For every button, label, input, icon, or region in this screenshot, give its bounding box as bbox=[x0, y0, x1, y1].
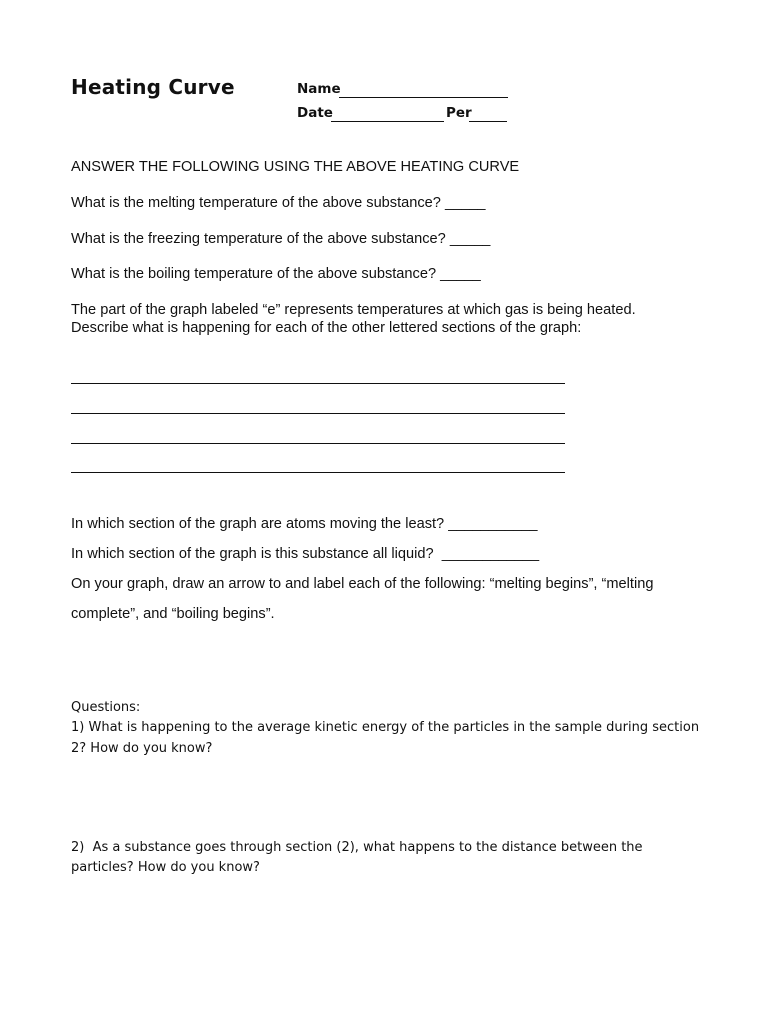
period-label: Per bbox=[446, 105, 472, 121]
question-boiling-temperature: What is the boiling temperature of the above substance? _____ bbox=[71, 266, 481, 282]
question-freezing-temperature: What is the freezing temperature of the above substance? _____ bbox=[71, 231, 491, 247]
question-1-line-1: 1) What is happening to the average kinetic energy of the particles in the sample during section bbox=[71, 720, 700, 735]
instruction-text: ANSWER THE FOLLOWING USING THE ABOVE HEATING CURVE bbox=[71, 159, 520, 175]
describe-prompt-line-2: Describe what is happening for each of the other lettered sections of the graph: bbox=[71, 320, 582, 336]
answer-line[interactable] bbox=[71, 472, 565, 473]
answer-line[interactable] bbox=[71, 413, 565, 414]
question-all-liquid: In which section of the graph is this substance all liquid? ____________ bbox=[71, 546, 540, 562]
question-2-line-2: particles? How do you know? bbox=[71, 860, 260, 875]
arrow-instruction-line-1: On your graph, draw an arrow to and label each of the following: “melting begins”, “melting bbox=[71, 576, 654, 592]
answer-line[interactable] bbox=[71, 383, 565, 384]
period-field[interactable] bbox=[469, 121, 507, 122]
worksheet-title: Heating Curve bbox=[71, 75, 235, 99]
date-label: Date bbox=[297, 105, 333, 121]
question-2-line-1: 2) As a substance goes through section (2), what happens to the distance between the bbox=[71, 840, 643, 855]
arrow-instruction-line-2: complete”, and “boiling begins”. bbox=[71, 606, 275, 622]
question-atoms-moving-least: In which section of the graph are atoms moving the least? ___________ bbox=[71, 516, 538, 532]
questions-heading: Questions: bbox=[71, 700, 141, 715]
date-field[interactable] bbox=[331, 121, 444, 122]
question-1-line-2: 2? How do you know? bbox=[71, 741, 213, 756]
name-field[interactable] bbox=[339, 97, 508, 98]
question-melting-temperature: What is the melting temperature of the above substance? _____ bbox=[71, 195, 486, 211]
answer-line[interactable] bbox=[71, 443, 565, 444]
describe-prompt-line-1: The part of the graph labeled “e” represents temperatures at which gas is being heated. bbox=[71, 302, 636, 318]
name-label: Name bbox=[297, 81, 341, 97]
